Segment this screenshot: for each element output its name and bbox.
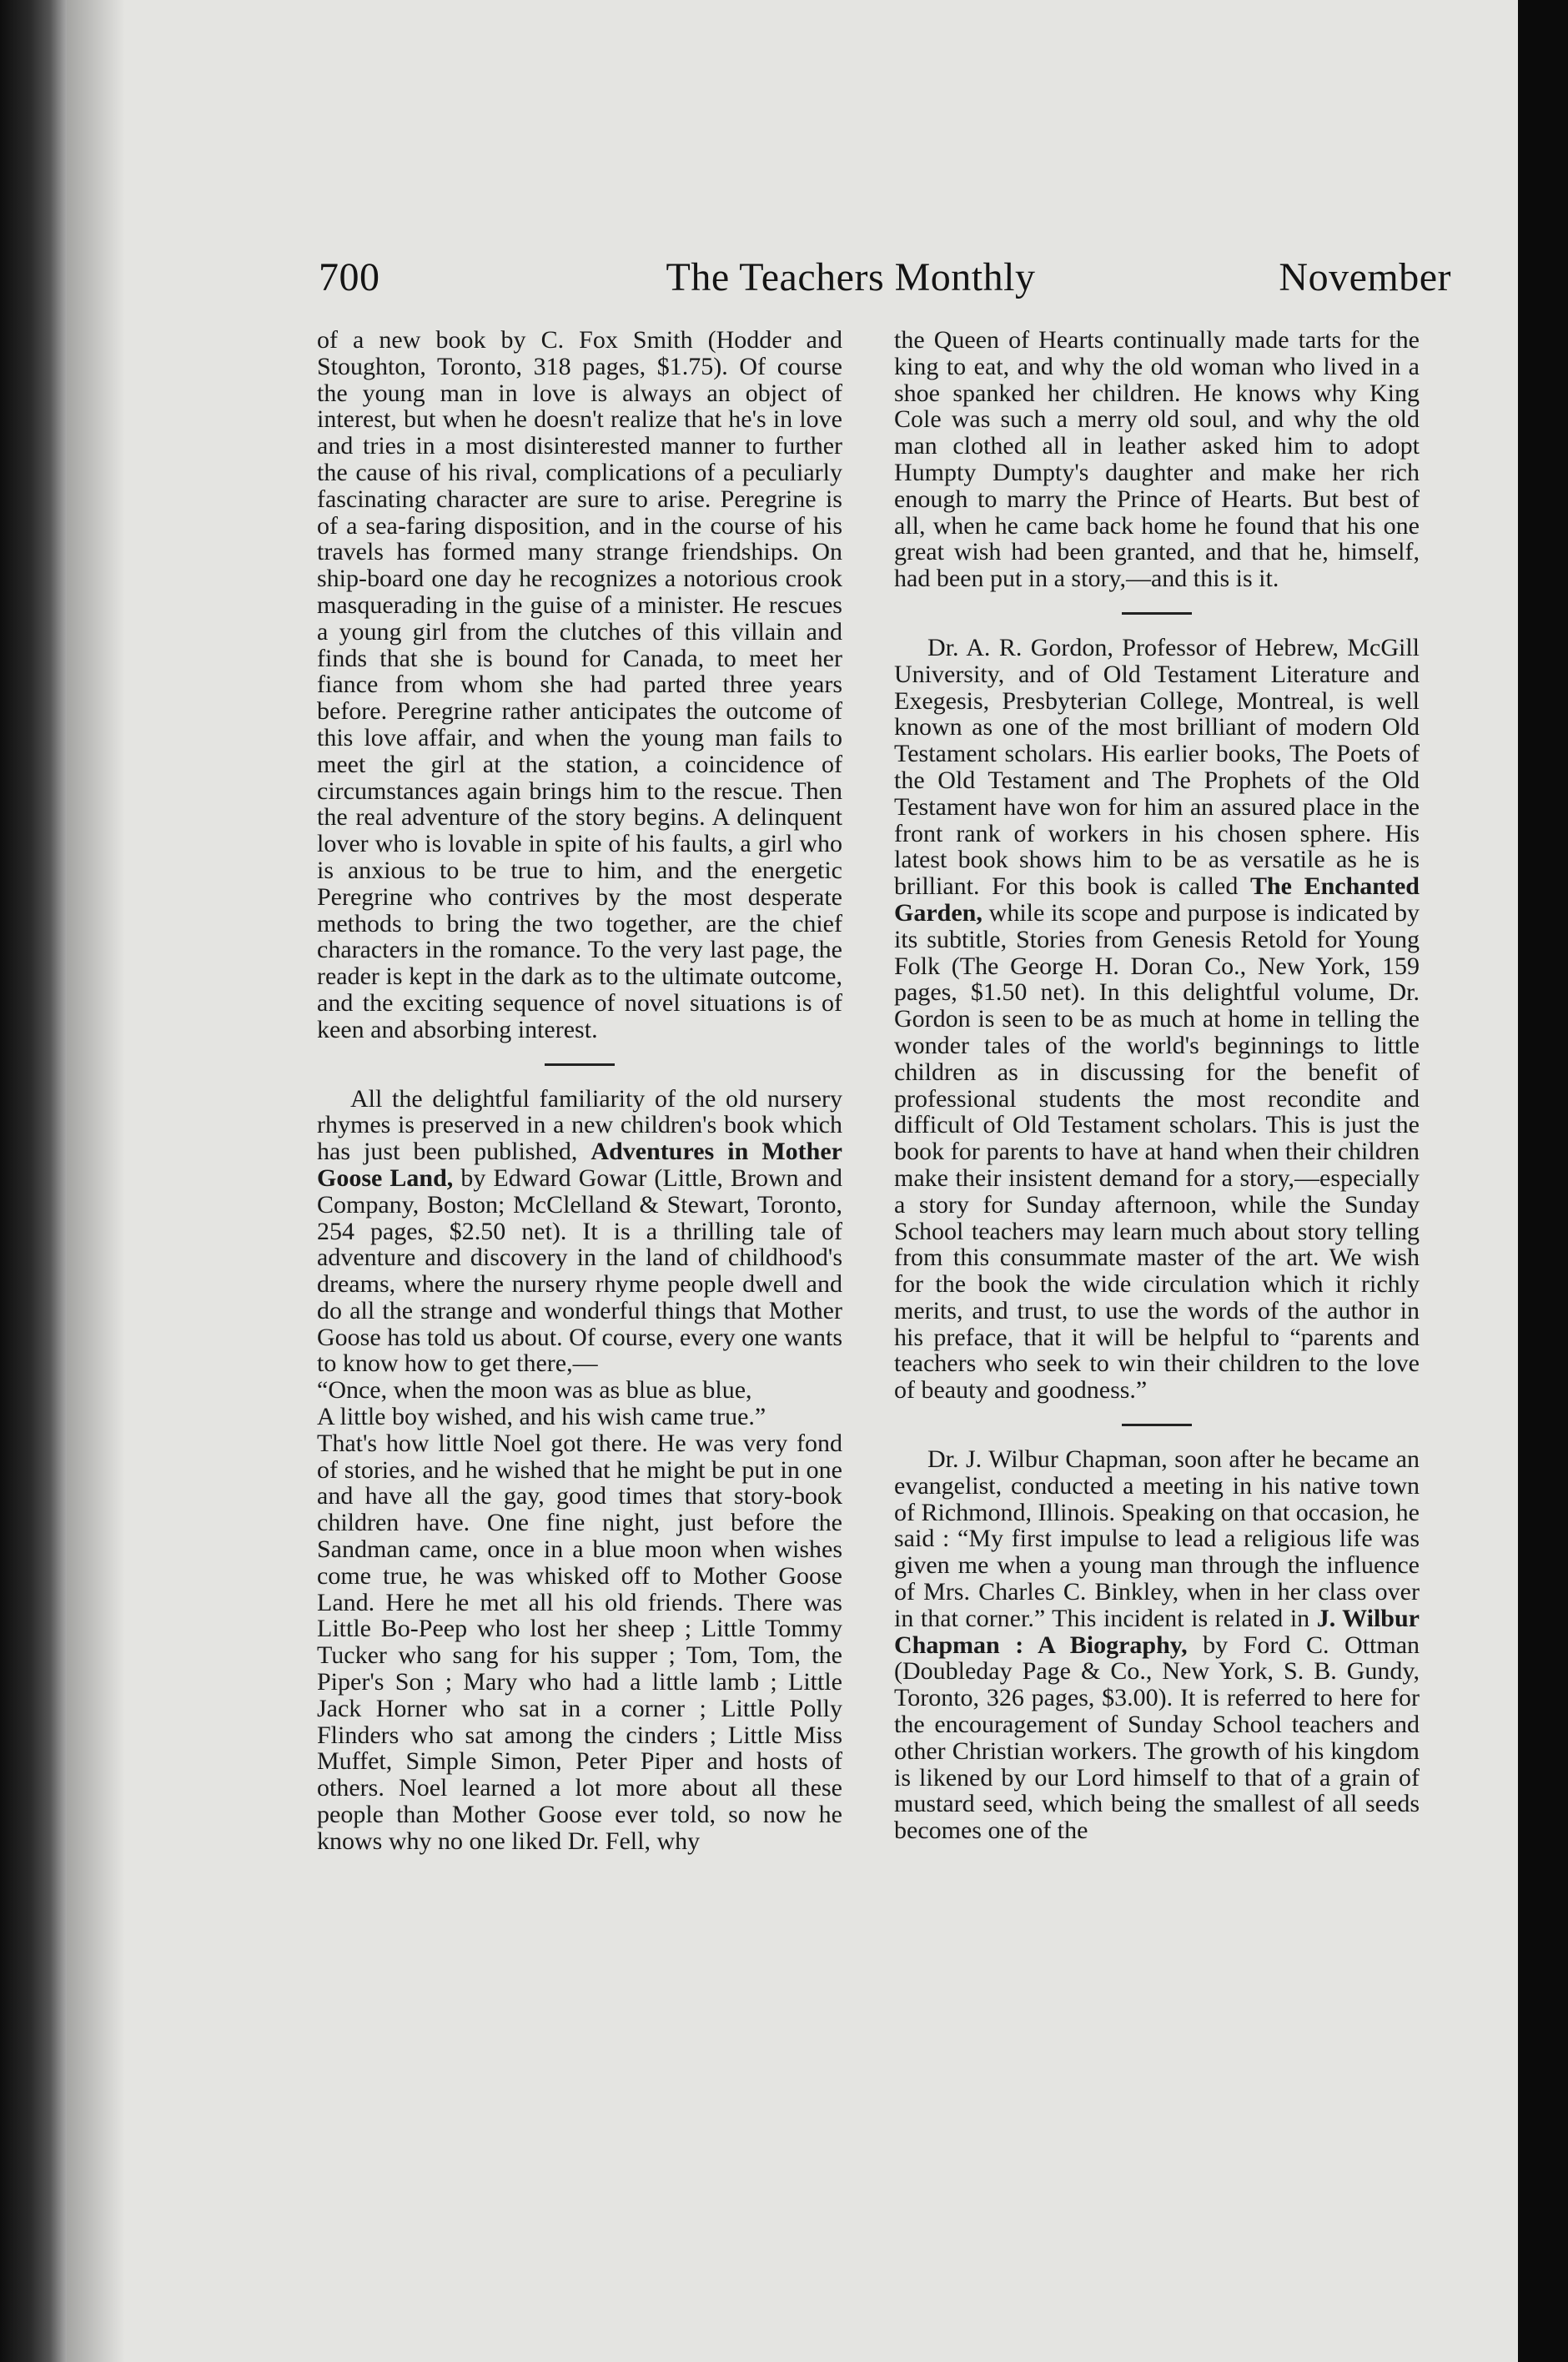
book-title: The Enchanted Garden, [894,872,1420,927]
verse-line: A little boy wished, and his wish came true.” [317,1403,766,1431]
book-title: Adventures in Mother Goose Land, [317,1138,842,1192]
book-spine-shadow [0,0,67,2362]
review-intro: Dr. A. R. Gordon, Professor of Hebrew, McGill University, and of Old Testament Literature and Exegesis, Presbyterian College, Montreal, is well known as one of the most brilliant of modern Old Testament scholars. His earlier books, The Poets of the Old Testament and The Prophets of the Old Testament have won for him an assured place in the front rank of workers in his chosen sphere. His latest book shows him to be as versatile as he is brilliant. For this book is called [894,633,1420,901]
issue-month: November [1279,255,1451,299]
running-header [250,254,1451,321]
verse-line: “Once, when the moon was as blue as blue, [317,1376,752,1405]
left-column [317,327,842,1855]
section-divider [1122,1424,1192,1426]
journal-title: The Teachers Monthly [666,255,1036,299]
section-divider [1122,612,1192,615]
page-number: 700 [319,255,380,299]
review-peregrine-text: of a new book by C. Fox Smith (Hodder and Stoughton, Toronto, 318 pages, $1.75). Of course the young man in love is always an object of interest, but when he doesn't realize that he's in love and tries in a most disinterested manner to further the cause of his rival, complications of a peculiarly fascinating character are sure to arise. Peregrine is of a sea-faring disposition, and in the course of his travels has formed many strange friendships. On ship-board one day he recognizes a notorious crook masquerading in the guise of a minister. He rescues a young girl from the clutches of this villain and finds that she is bound for Canada, to meet her fiance from whom she had parted three years before. Peregrine rather anticipates the outcome of this love affair, and when the young man fails to meet the girl at the station, a coincidence of circumstances again brings him to the rescue. Then the real adventure of the story begins. A delinquent lover who is lovable in spite of his faults, a girl who is anxious to be true to him, and the energetic Peregrine who contrives by the most desperate methods to bring the two together, are the chief characters in the romance. To the very last page, the reader is kept in the dark as to the ultimate outcome, and the exciting sequence of novel situations is of keen and absorbing interest. [317,326,842,1043]
section-divider [545,1063,615,1066]
review-text: by Edward Gowar (Little, Brown and Company, Boston; McClelland & Stewart, Toronto, 254 pages, $2.50 net). It is a thrilling tale of adventure and discovery in the land of childhood's dreams, where the nursery rhyme people dwell and do all the strange and wonderful things that Mother Goose has told us about. Of course, every one wants to know how to get there,— [317,1163,842,1378]
review-text-continued: That's how little Noel got there. He was very fond of stories, and he wished that he might be put in one and have all the gay, good times that story-book children have. One fine night, just before the Sandman came, once in a blue moon when wishes come true, he was whisked off to Mother Goose Land. Here he met all his old friends. There was Little Bo-Peep who lost her sheep ; Little Tommy Tucker who sang for his supper ; Tom, Tom, the Piper's Son ; Mary who had a little lamb ; Little Jack Horner who sat in a corner ; Little Polly Flinders who sat among the cinders ; Little Miss Muffet, Simple Simon, Peter Piper and hosts of others. Noel learned a lot more about all these people than Mother Goose ever told, so now he knows why no one liked Dr. Fell, why [317,1429,842,1855]
review-enchanted-garden [894,635,1420,1404]
review-intro: Dr. J. Wilbur Chapman, soon after he became an evangelist, conducted a meeting in his native town of Richmond, Illinois. Speaking on that occasion, he said : “My first impulse to lead a religious life was given me when a young man through the influence of Mrs. Charles C. Binkley, when in her class over in that corner.” This incident is related in [894,1445,1420,1632]
review-text: by Ford C. Ottman (Doubleday Page & Co., New York, S. B. Gundy, Toronto, 326 pages, $3.00). It is referred to here for the encouragement of Sunday School teachers and other Christian workers. The growth of his kingdom is likened by our Lord himself to that of a grain of mustard seed, which being the smallest of all seeds becomes one of the [894,1631,1420,1845]
right-column [894,327,1420,1844]
page-edge-shadow [1518,0,1568,2362]
review-mother-goose [317,1086,842,1378]
review-intro: All the delightful familiarity of the old nursery rhymes is preserved in a new children's book which has just been published, [317,1084,842,1166]
book-title: J. Wilbur Chapman : A Biography, [894,1604,1420,1659]
review-chapman-biography [894,1446,1420,1844]
review-continuation: the Queen of Hearts continually made tarts for the king to eat, and why the old woman who lived in a shoe spanked her children. He knows why King Cole was such a merry old soul, and why the old man clothed all in leather asked him to adopt Humpty Dumpty's daughter and make her rich enough to marry the Prince of Hearts. But best of all, when he came back home he found that his one great wish had been granted, and that he, himself, had been put in a story,—and this is it. [894,326,1420,593]
review-text: while its scope and purpose is indicated by its subtitle, Stories from Genesis Retold for Young Folk (The George H. Doran Co., New York, 159 pages, $1.50 net). In this delightful volume, Dr. Gordon is seen to be as much at home in telling the wonder tales of the world's beginnings to little children as in discussing for the benefit of professional students the most recondite and difficult of Old Testament scholars. This is just the book for parents to have at hand when their children make their insistent demand for a story,—especially a story for Sunday afternoon, while the Sunday School teachers may learn much about story telling from this consummate master of the art. We wish for the book the wide circulation which it richly merits, and trust, to use the words of the author in his preface, that it will be helpful to “parents and teachers who seek to win their children to the love of beauty and goodness.” [894,898,1420,1405]
